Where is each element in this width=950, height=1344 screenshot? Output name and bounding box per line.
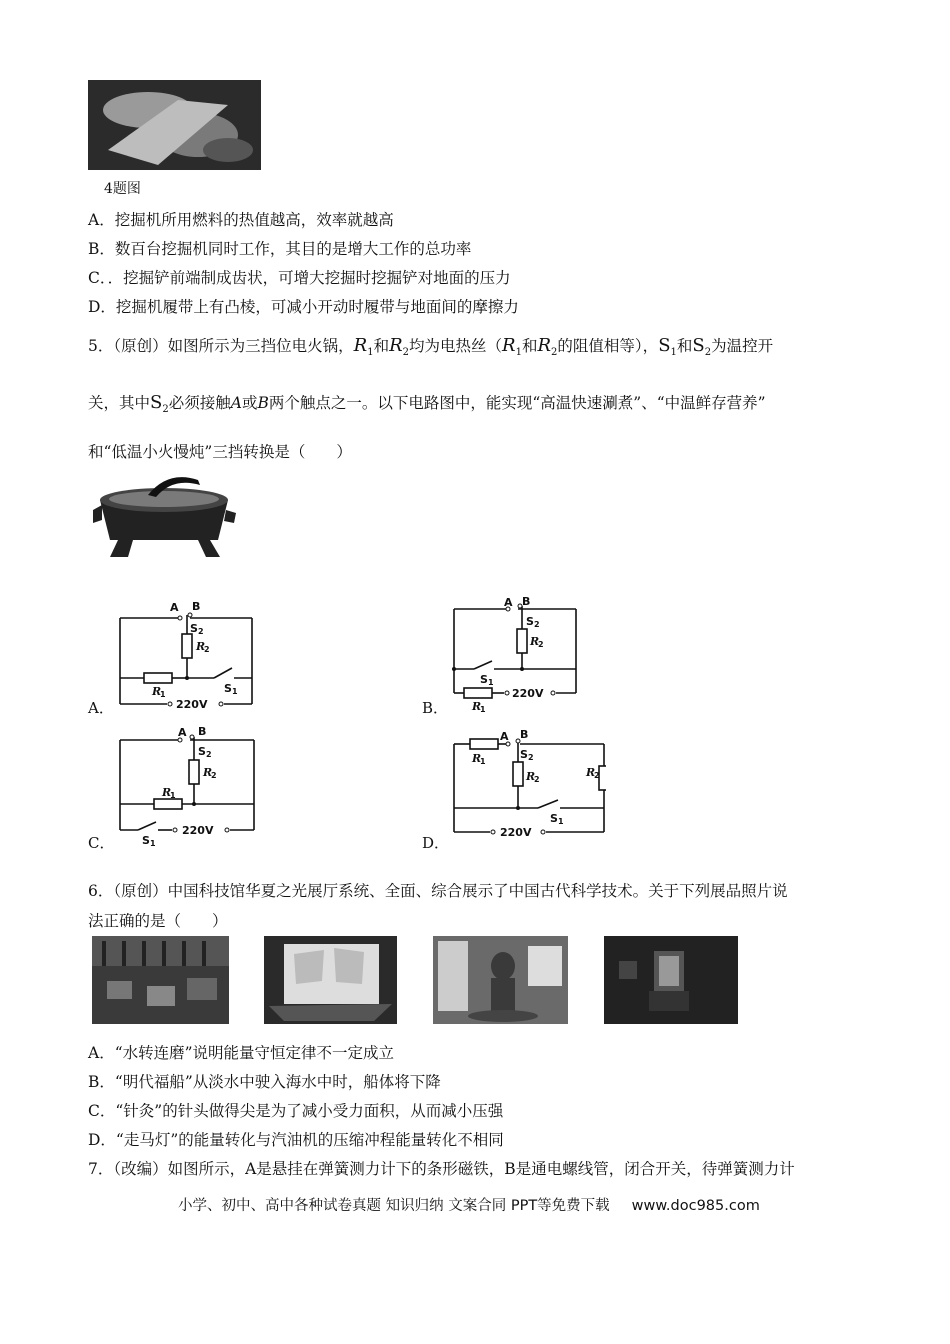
q5-hotpot-photo [88,465,238,565]
q5-circuit-b [446,593,586,713]
circuit-b-label-b: B [522,595,531,608]
q6-option-b: B．“明代福船”从淡水中驶入海水中时，船体将下降 [88,1073,441,1091]
q4-option-a: A．挖掘机所用燃料的热值越高，效率就越高 [88,211,394,229]
q6-option-c: C．“针灸”的针头做得尖是为了减小受力面积，从而减小压强 [88,1102,504,1120]
circuit-c-label-b: B [198,725,207,738]
q5-option-b-letter: B． [422,699,449,717]
circuit-d-label-r2-middle: R [526,770,536,783]
svg-text:2: 2 [528,753,534,762]
q6-photo-water-mill [92,936,229,1024]
circuit-d-voltage: 220V [500,826,532,839]
svg-text:1: 1 [480,705,486,713]
q6-stem-line2: 法正确的是（ ） [88,912,228,930]
circuit-c-label-s1: S [142,834,150,847]
q4-option-c: C．．挖掘铲前端制成齿状，可增大挖掘时挖掘铲对地面的压力 [88,269,511,287]
svg-text:1: 1 [170,791,176,800]
q6-option-a: A．“水转连磨”说明能量守恒定律不一定成立 [88,1044,395,1062]
circuit-c-label-r1: R [162,786,172,799]
circuit-a-label-r1: R [152,685,162,698]
q5-circuit-c [112,724,262,848]
q5-option-d-letter: D． [422,834,450,852]
circuit-a-label-s2: S [190,622,198,635]
circuit-a-label-a: A [170,601,179,614]
q4-option-b: B．数百台挖掘机同时工作，其目的是增大工作的总功率 [88,240,472,258]
svg-text:2: 2 [211,771,217,780]
svg-text:2: 2 [538,640,544,649]
q5-circuit-d [446,726,606,850]
svg-text:2: 2 [534,620,540,629]
svg-text:2: 2 [594,771,600,780]
circuit-d-label-s2: S [520,748,528,761]
q5-stem-line1: 5．（原创）如图所示为三挡位电火锅，$R_1$和$R_2$均为电热丝（$R_1$和$R_2$的阻值相等），$S_1$和$S_2$为温控开 [88,335,774,359]
circuit-b-label-s1: S [480,673,488,686]
circuit-a-label-s1: S [224,682,232,695]
svg-text:2: 2 [198,627,204,636]
q7-stem-line1: 7．（改编）如图所示，A是悬挂在弹簧测力计下的条形磁铁，B是通电螺线管，闭合开关，待弹簧测力计 [88,1160,795,1178]
q6-photo-fu-ship [264,936,397,1024]
circuit-c-label-a: A [178,726,187,739]
q5-stem-line3: 和“低温小火慢炖”三挡转换是（ ） [88,443,352,461]
circuit-c-label-r2: R [203,766,213,779]
q5-option-c-letter: C． [88,834,115,852]
circuit-c-label-s2: S [198,745,206,758]
svg-text:2: 2 [204,645,210,654]
q6-photo-acupuncture [433,936,568,1024]
circuit-d-label-a: A [500,730,509,743]
circuit-c-voltage: 220V [182,824,214,837]
q6-stem-line1: 6．（原创）中国科技馆华夏之光展厅系统、全面、综合展示了中国古代科学技术。关于下列展品照片说 [88,882,788,900]
svg-text:1: 1 [160,690,166,699]
circuit-b-label-r1: R [472,700,482,713]
footer-url[interactable]: www.doc985.com [631,1198,760,1214]
svg-text:2: 2 [534,775,540,784]
q5-option-a-letter: A． [88,699,114,717]
circuit-d-label-r2-right: R [586,766,596,779]
footer [178,1194,760,1215]
svg-text:1: 1 [488,678,494,687]
q5-stem-line2: 关，其中$S_2$必须接触A或B两个触点之一。以下电路图中，能实现“高温快速涮煮”、“中温鲜存营养” [88,392,766,416]
circuit-d-label-r1: R [472,752,482,765]
svg-text:1: 1 [150,839,156,848]
svg-text:1: 1 [232,687,238,696]
q6-option-d: D．“走马灯”的能量转化与汽油机的压缩冲程能量转化不相同 [88,1131,504,1149]
circuit-d-label-s1: S [550,812,558,825]
footer-text: 小学、初中、高中各种试卷真题 知识归纳 文案合同 PPT等免费下载 [178,1198,610,1214]
circuit-a-voltage: 220V [176,698,208,711]
circuit-a-label-r2: R [196,640,206,653]
circuit-b-voltage: 220V [512,687,544,700]
q4-figure-caption: 4题图 [104,181,141,197]
q5-circuit-a [112,596,262,716]
circuit-d-label-b: B [520,728,529,741]
circuit-b-label-r2: R [530,635,540,648]
svg-text:2: 2 [206,750,212,759]
circuit-a-label-b: B [192,600,201,613]
svg-text:1: 1 [480,757,486,766]
svg-text:1: 1 [558,817,564,826]
q4-option-d: D．挖掘机履带上有凸棱，可减小开动时履带与地面间的摩擦力 [88,298,519,316]
circuit-b-label-a: A [504,596,513,609]
circuit-b-label-s2: S [526,615,534,628]
q4-excavator-photo [88,80,261,170]
q6-photo-trotting-lantern [604,936,738,1024]
